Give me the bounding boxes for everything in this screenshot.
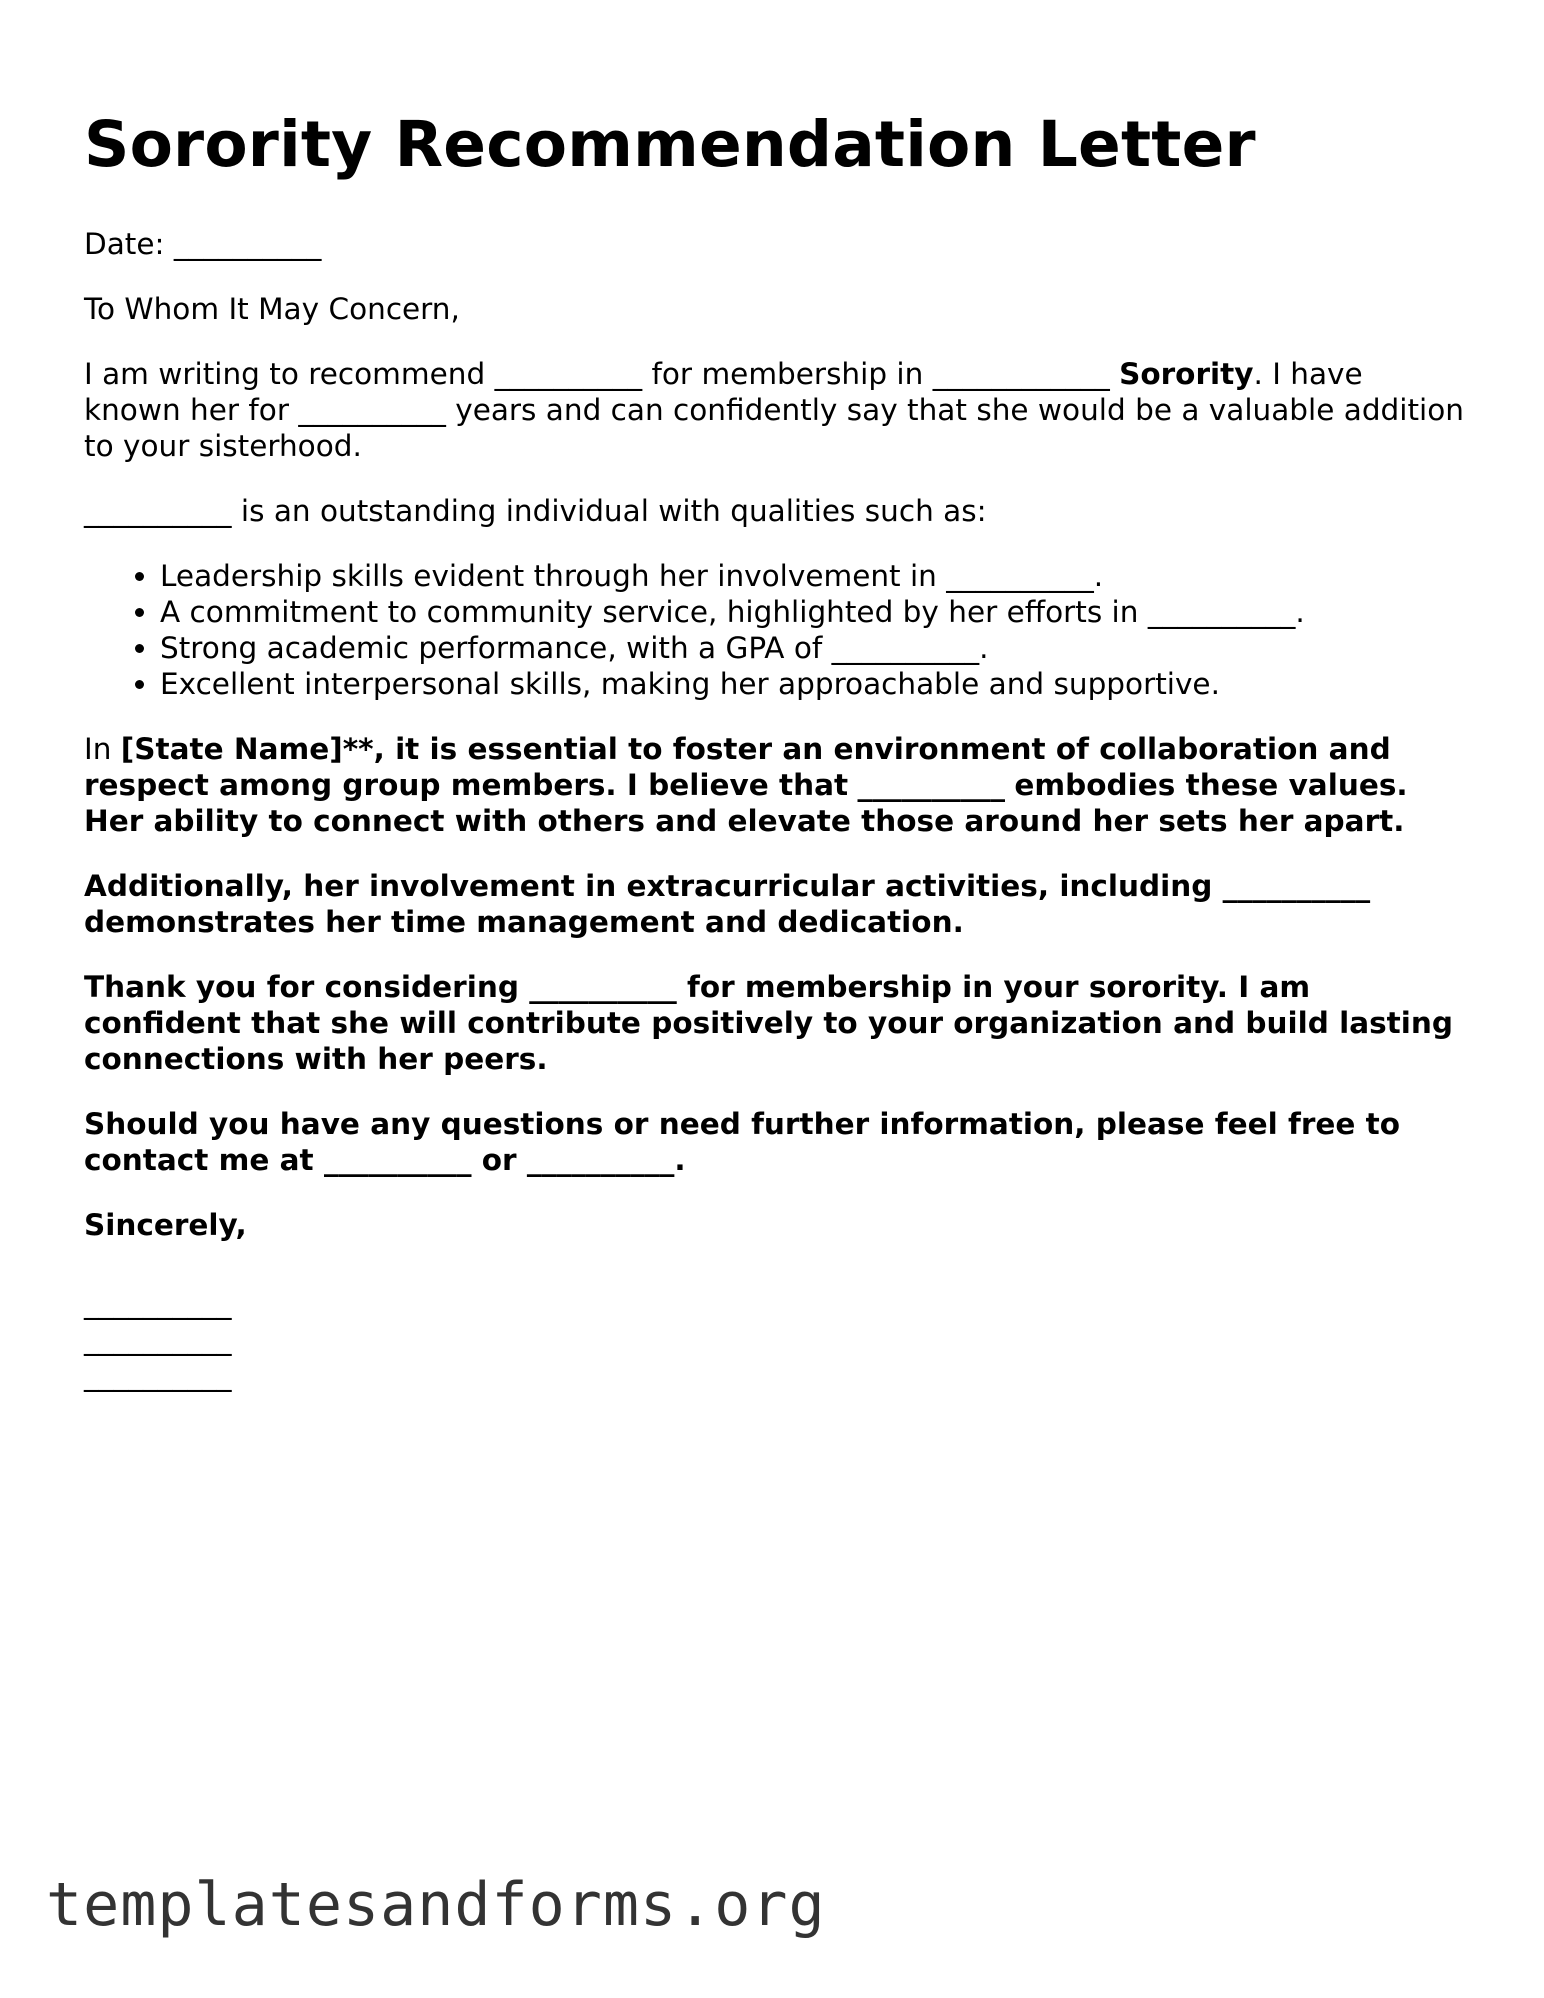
page-title: Sorority Recommendation Letter [84,108,1256,181]
blank-years: __________ [298,393,446,427]
qualities-list [84,558,1464,702]
text: years and can confidently say that she would be a valuable addition to your sisterhood. [84,393,1464,463]
signature-line: __________ [84,1358,232,1392]
blank: __________ [831,631,980,665]
text: . [674,1143,686,1177]
blank-candidate-name: __________ [84,494,232,528]
blank-candidate-name: __________ [857,768,1006,802]
list-item [160,594,1464,630]
letter-document [84,100,1464,1393]
text: . I have known her for [84,357,1363,427]
blank: __________ [1147,595,1296,629]
text: for membership in your sorority. I am confident that she will contribute positively to your organization and build lasting connections with her peers. [84,970,1453,1076]
signature-block [84,1285,1464,1393]
date-blank: __________ [173,227,322,261]
signature-line: __________ [84,1322,232,1356]
blank: __________ [946,559,1094,593]
text: for membership in [651,357,924,391]
extracurricular-paragraph [84,868,1464,940]
blank-candidate-name: __________ [529,970,677,1004]
text: embodies these values. Her ability to connect with others and elevate those around her sets her apart. [84,768,1408,838]
blank-email: __________ [526,1143,675,1177]
blank-sorority-name: ____________ [932,357,1110,391]
closing: Sincerely, [84,1208,247,1242]
text: demonstrates her time management and dedication. [84,905,964,939]
text: Leadership skills evident through her involvement in [160,559,937,593]
thanks-paragraph [84,969,1464,1077]
watermark: templatesandforms.org [46,1870,826,1940]
text: . [1295,595,1305,629]
text: . [979,631,989,665]
text: Should you have any questions or need further information, please feel free to contact me at [84,1107,1401,1177]
blank-activities: __________ [1222,869,1371,903]
list-item [160,630,1464,666]
text: I am writing to recommend [84,357,486,391]
greeting: To Whom It May Concern, [84,292,460,326]
text: or [481,1143,517,1177]
list-item [160,666,1464,702]
text: Additionally, her involvement in extracurricular activities, including [84,869,1213,903]
blank-phone: __________ [323,1143,472,1177]
qualities-intro [84,493,1464,529]
text: Strong academic performance, with a GPA of [160,631,823,665]
signature-line: __________ [84,1286,232,1320]
intro-paragraph [84,356,1464,464]
blank-candidate-name: __________ [494,357,643,391]
date-label: Date: [84,227,165,261]
text: In [84,732,112,766]
text: Excellent interpersonal skills, making her approachable and supportive. [160,667,1220,701]
sorority-word: Sorority [1119,357,1254,391]
text: . [1093,559,1104,593]
text: Thank you for considering [84,970,519,1004]
text: A commitment to community service, highlighted by her efforts in [160,595,1139,629]
text: is an outstanding individual with qualities such as: [240,494,987,528]
state-paragraph [84,731,1464,839]
list-item [160,558,1464,594]
state-text: [State Name]**, it is essential to foster an environment of collaboration and respect among group members. I believe that [84,732,1391,802]
date-line [84,226,1464,262]
contact-paragraph [84,1106,1464,1178]
